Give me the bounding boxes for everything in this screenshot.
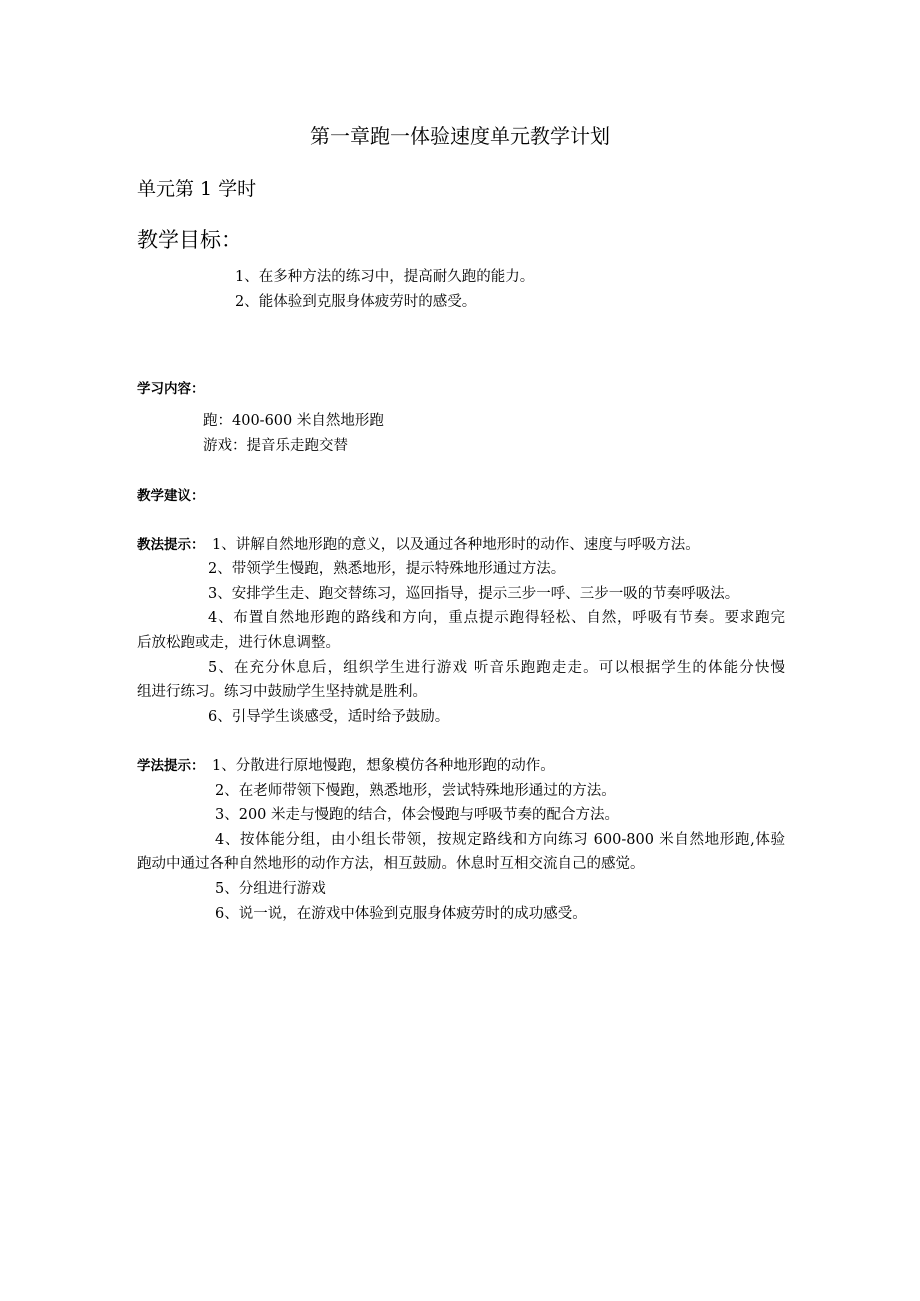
learning-label: 学法提示： — [137, 758, 205, 774]
teaching-line: 4、布置自然地形跑的路线和方向，重点提示跑得轻松、自然，呼吸有节奏。要求跑完 — [208, 610, 785, 626]
teaching-label: 教法提示： — [137, 537, 205, 553]
learning-line: 1、分散进行原地慢跑，想象模仿各种地形跑的动作。 — [212, 758, 555, 774]
page-title: 第一章跑一体验速度单元教学计划 — [310, 124, 610, 148]
teaching-line: 2、带领学生慢跑，熟悉地形，提示特殊地形通过方法。 — [208, 561, 566, 577]
teaching-line: 6、引导学生谈感受，适时给予鼓励。 — [208, 709, 450, 725]
content-item: 游戏：提音乐走跑交替 — [203, 438, 348, 454]
learning-line: 5、分组进行游戏 — [215, 881, 326, 897]
goals-heading: 教学目标： — [137, 228, 242, 252]
suggestions-heading: 教学建议： — [137, 488, 205, 504]
learning-line: 6、说一说，在游戏中体验到克服身体疲劳时的成功感受。 — [215, 906, 587, 922]
teaching-line: 后放松跑或走，进行休息调整。 — [137, 635, 340, 651]
learning-line: 2、在老师带领下慢跑，熟悉地形，尝试特殊地形通过的方法。 — [215, 783, 616, 799]
goal-item: 1、在多种方法的练习中，提高耐久跑的能力。 — [235, 269, 535, 285]
learning-line: 3、200 米走与慢跑的结合，体会慢跑与呼吸节奏的配合方法。 — [215, 807, 620, 823]
teaching-line: 5、在充分休息后，组织学生进行游戏 听音乐跑跑走走。可以根据学生的体能分快慢 — [208, 660, 785, 676]
content-heading: 学习内容： — [137, 381, 205, 397]
teaching-line: 3、安排学生走、跑交替练习，巡回指导，提示三步一呼、三步一吸的节奏呼吸法。 — [208, 586, 740, 602]
lesson-heading: 单元第 1 学时 — [137, 178, 257, 200]
learning-line: 跑动中通过各种自然地形的动作方法，相互鼓励。休息时互相交流自己的感觉。 — [137, 856, 645, 872]
content-item: 跑：400-600 米自然地形跑 — [203, 413, 384, 429]
teaching-line: 组进行练习。练习中鼓励学生坚持就是胜利。 — [137, 684, 427, 700]
teaching-line: 1、讲解自然地形跑的意义，以及通过各种地形时的动作、速度与呼吸方法。 — [212, 537, 700, 553]
goal-item: 2、能体验到克服身体疲劳时的感受。 — [235, 294, 477, 310]
learning-line: 4、按体能分组，由小组长带领，按规定路线和方向练习 600-800 米自然地形跑,体验 — [215, 832, 785, 848]
